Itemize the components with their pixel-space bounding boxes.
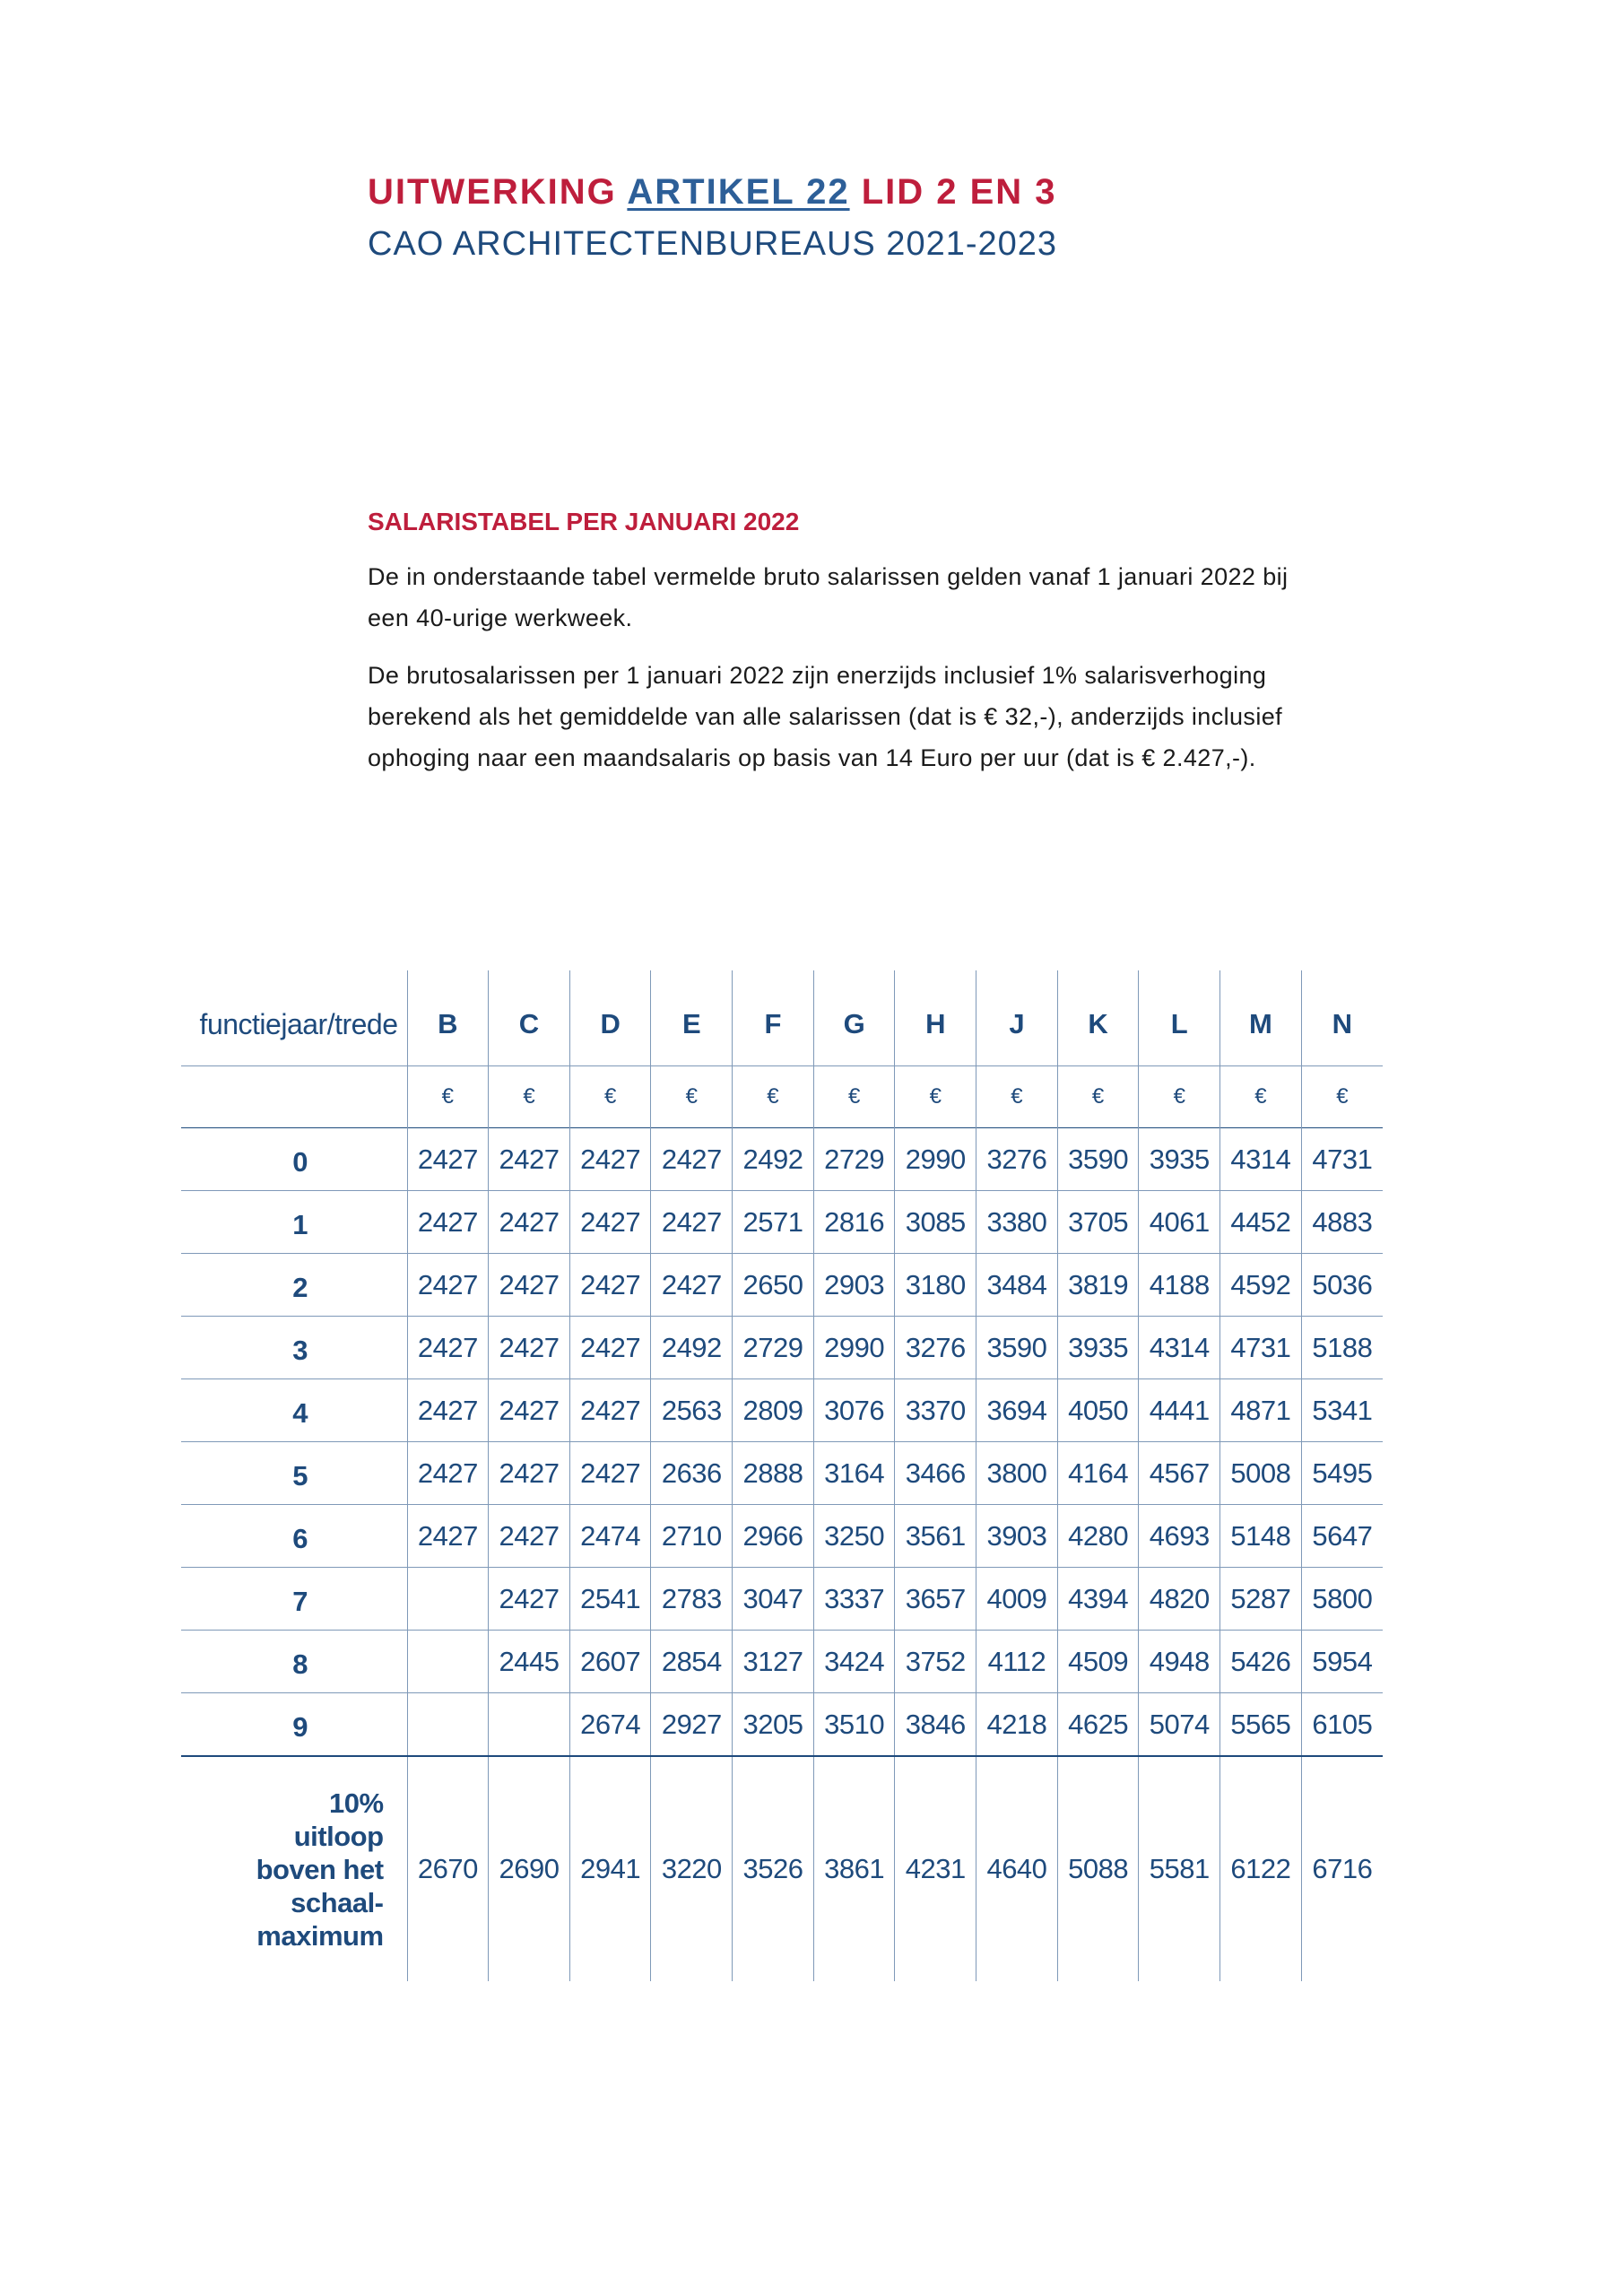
salary-cell: 3205: [733, 1693, 814, 1757]
salary-cell: 5008: [1220, 1442, 1302, 1505]
salary-cell: 2492: [651, 1317, 733, 1379]
salary-cell: 3085: [895, 1191, 976, 1254]
salary-cell: 2816: [813, 1191, 895, 1254]
max-label-line: maximum: [256, 1919, 384, 1952]
salary-cell: 4280: [1057, 1505, 1139, 1568]
grade-column-header: G: [813, 970, 895, 1066]
salary-cell: [407, 1693, 489, 1757]
salary-cell: 3276: [976, 1128, 1058, 1191]
table-row: [181, 1191, 1383, 1254]
salary-cell: 2927: [651, 1693, 733, 1757]
salary-cell: 2427: [489, 1254, 570, 1317]
currency-cell: €: [489, 1066, 570, 1128]
salary-cell: 5495: [1301, 1442, 1383, 1505]
salary-cell: 3800: [976, 1442, 1058, 1505]
salary-cell: 3846: [895, 1693, 976, 1757]
salary-cell: 3590: [1057, 1128, 1139, 1191]
salary-cell: 2427: [489, 1442, 570, 1505]
salary-cell: 2990: [813, 1317, 895, 1379]
salary-cell: 2427: [651, 1128, 733, 1191]
currency-cell: €: [1220, 1066, 1302, 1128]
grade-column-header: J: [976, 970, 1058, 1066]
salary-cell: 4314: [1139, 1317, 1220, 1379]
salary-cell: 5036: [1301, 1254, 1383, 1317]
salary-section: [368, 504, 1363, 795]
salary-cell: 2607: [569, 1631, 651, 1693]
salary-cell: 2427: [569, 1191, 651, 1254]
salary-cell: 2636: [651, 1442, 733, 1505]
row-label: 1: [181, 1191, 407, 1254]
salary-table: [181, 970, 1383, 1981]
title-part-1: UITWERKING: [368, 172, 628, 212]
grade-column-header: K: [1057, 970, 1139, 1066]
salary-cell: 2427: [489, 1505, 570, 1568]
salary-cell: 4883: [1301, 1191, 1383, 1254]
salary-cell: 5647: [1301, 1505, 1383, 1568]
salary-cell: 2966: [733, 1505, 814, 1568]
currency-row: [181, 1066, 1383, 1128]
salary-cell: 5341: [1301, 1379, 1383, 1442]
salary-cell: 2445: [489, 1631, 570, 1693]
salary-cell: 5565: [1220, 1693, 1302, 1757]
salary-cell: 2474: [569, 1505, 651, 1568]
grade-column-header: E: [651, 970, 733, 1066]
salary-cell: 3250: [813, 1505, 895, 1568]
salary-cell: [407, 1568, 489, 1631]
row-label: 4: [181, 1379, 407, 1442]
currency-cell: €: [813, 1066, 895, 1128]
max-label-line: 10%: [328, 1787, 384, 1819]
page-title: [368, 169, 1057, 215]
salary-cell: 2427: [569, 1254, 651, 1317]
salary-cell: 3590: [976, 1317, 1058, 1379]
salary-cell: 3370: [895, 1379, 976, 1442]
salary-cell: 4567: [1139, 1442, 1220, 1505]
currency-cell: €: [407, 1066, 489, 1128]
grade-column-header: H: [895, 970, 976, 1066]
table-row: [181, 1254, 1383, 1317]
para-line: ophoging naar een maandsalaris op basis van 14 Euro per uur (dat is € 2.427,-).: [368, 744, 1256, 771]
max-salary-cell: 5581: [1139, 1756, 1220, 1981]
salary-cell: 4820: [1139, 1568, 1220, 1631]
section-heading: SALARISTABEL PER JANUARI 2022: [368, 508, 800, 535]
salary-cell: 2427: [489, 1128, 570, 1191]
salary-cell: 4592: [1220, 1254, 1302, 1317]
salary-cell: 3337: [813, 1568, 895, 1631]
salary-cell: 5148: [1220, 1505, 1302, 1568]
currency-cell: €: [895, 1066, 976, 1128]
row-label: 8: [181, 1631, 407, 1693]
salary-cell: 2427: [407, 1191, 489, 1254]
salary-cell: 4112: [976, 1631, 1058, 1693]
salary-cell: 3164: [813, 1442, 895, 1505]
salary-cell: 2427: [569, 1317, 651, 1379]
max-label-line: schaal-: [291, 1886, 384, 1918]
salary-cell: 4452: [1220, 1191, 1302, 1254]
salary-cell: 4509: [1057, 1631, 1139, 1693]
salary-cell: 5287: [1220, 1568, 1302, 1631]
salary-cell: 2729: [733, 1317, 814, 1379]
salary-cell: 4693: [1139, 1505, 1220, 1568]
table-row: [181, 1631, 1383, 1693]
max-salary-cell: 3526: [733, 1756, 814, 1981]
table-row: [181, 1442, 1383, 1505]
currency-cell: €: [569, 1066, 651, 1128]
salary-cell: [407, 1631, 489, 1693]
salary-cell: 2427: [407, 1379, 489, 1442]
salary-cell: 5800: [1301, 1568, 1383, 1631]
article-link[interactable]: ARTIKEL 22: [627, 172, 850, 212]
salary-cell: 3561: [895, 1505, 976, 1568]
salary-cell: 4009: [976, 1568, 1058, 1631]
salary-cell: 4188: [1139, 1254, 1220, 1317]
table-body: [181, 1128, 1383, 1982]
salary-cell: 4164: [1057, 1442, 1139, 1505]
max-salary-cell: 2690: [489, 1756, 570, 1981]
row-label: 6: [181, 1505, 407, 1568]
empty-cell: [181, 1066, 407, 1128]
salary-cell: 3694: [976, 1379, 1058, 1442]
max-row: [181, 1756, 1383, 1981]
currency-cell: €: [651, 1066, 733, 1128]
row-label: 3: [181, 1317, 407, 1379]
salary-cell: 2427: [407, 1505, 489, 1568]
salary-cell: 2729: [813, 1128, 895, 1191]
salary-cell: 3466: [895, 1442, 976, 1505]
salary-cell: 3380: [976, 1191, 1058, 1254]
title-part-2: LID 2 EN 3: [849, 172, 1057, 212]
salary-cell: 2427: [651, 1254, 733, 1317]
row-label: 9: [181, 1693, 407, 1757]
salary-cell: 2427: [489, 1317, 570, 1379]
table-row: [181, 1505, 1383, 1568]
max-salary-cell: 3220: [651, 1756, 733, 1981]
salary-cell: [489, 1693, 570, 1757]
salary-cell: 2427: [489, 1191, 570, 1254]
salary-cell: 2427: [489, 1568, 570, 1631]
max-salary-cell: 3861: [813, 1756, 895, 1981]
para-line: De brutosalarissen per 1 januari 2022 zijn enerzijds inclusief 1% salarisverhoging: [368, 662, 1267, 689]
salary-cell: 4050: [1057, 1379, 1139, 1442]
para-line: een 40-urige werkweek.: [368, 604, 633, 631]
salary-cell: 2427: [407, 1317, 489, 1379]
page-header: [368, 169, 1057, 267]
grade-column-header: L: [1139, 970, 1220, 1066]
salary-cell: 3903: [976, 1505, 1058, 1568]
salary-cell: 4218: [976, 1693, 1058, 1757]
grade-column-header: M: [1220, 970, 1302, 1066]
salary-cell: 2427: [651, 1191, 733, 1254]
row-label: 5: [181, 1442, 407, 1505]
table-row: [181, 1379, 1383, 1442]
salary-cell: 2888: [733, 1442, 814, 1505]
row-label: 0: [181, 1128, 407, 1191]
max-salary-cell: 2670: [407, 1756, 489, 1981]
salary-cell: 2674: [569, 1693, 651, 1757]
salary-cell: 2571: [733, 1191, 814, 1254]
salary-cell: 3935: [1057, 1317, 1139, 1379]
salary-cell: 2427: [569, 1442, 651, 1505]
grade-column-header: C: [489, 970, 570, 1066]
salary-cell: 2541: [569, 1568, 651, 1631]
para-line: berekend als het gemiddelde van alle salarissen (dat is € 32,-), anderzijds inclusief: [368, 703, 1283, 730]
salary-cell: 2427: [489, 1379, 570, 1442]
salary-cell: 2427: [569, 1379, 651, 1442]
currency-cell: €: [976, 1066, 1058, 1128]
intro-paragraph: [368, 556, 1363, 639]
grade-column-header: F: [733, 970, 814, 1066]
salary-cell: 3276: [895, 1317, 976, 1379]
grade-column-header: N: [1301, 970, 1383, 1066]
currency-cell: €: [733, 1066, 814, 1128]
salary-cell: 3752: [895, 1631, 976, 1693]
grade-column-header: B: [407, 970, 489, 1066]
salary-cell: 3510: [813, 1693, 895, 1757]
salary-cell: 5954: [1301, 1631, 1383, 1693]
salary-cell: 3180: [895, 1254, 976, 1317]
grade-header-row: [181, 970, 1383, 1066]
max-salary-cell: 4640: [976, 1756, 1058, 1981]
salary-cell: 4731: [1301, 1128, 1383, 1191]
max-salary-cell: 2941: [569, 1756, 651, 1981]
salary-cell: 4948: [1139, 1631, 1220, 1693]
max-row-label: [181, 1756, 407, 1981]
table-row: [181, 1568, 1383, 1631]
salary-cell: 3705: [1057, 1191, 1139, 1254]
salary-cell: 2783: [651, 1568, 733, 1631]
para-line: De in onderstaande tabel vermelde bruto salarissen gelden vanaf 1 januari 2022 bij: [368, 563, 1289, 590]
salary-cell: 2854: [651, 1631, 733, 1693]
currency-cell: €: [1301, 1066, 1383, 1128]
max-label-line: boven het: [256, 1853, 384, 1885]
max-salary-cell: 6122: [1220, 1756, 1302, 1981]
salary-cell: 2990: [895, 1128, 976, 1191]
salary-cell: 3935: [1139, 1128, 1220, 1191]
salary-cell: 2427: [407, 1128, 489, 1191]
salary-cell: 2650: [733, 1254, 814, 1317]
salary-cell: 3819: [1057, 1254, 1139, 1317]
salary-cell: 3484: [976, 1254, 1058, 1317]
salary-cell: 2492: [733, 1128, 814, 1191]
row-label: 2: [181, 1254, 407, 1317]
explanation-paragraph: [368, 655, 1363, 778]
salary-cell: 4871: [1220, 1379, 1302, 1442]
salary-cell: 5074: [1139, 1693, 1220, 1757]
salary-cell: 2903: [813, 1254, 895, 1317]
salary-cell: 3076: [813, 1379, 895, 1442]
salary-cell: 2563: [651, 1379, 733, 1442]
salary-cell: 2427: [407, 1254, 489, 1317]
salary-cell: 5426: [1220, 1631, 1302, 1693]
row-label: 7: [181, 1568, 407, 1631]
salary-cell: 5188: [1301, 1317, 1383, 1379]
max-salary-cell: 6716: [1301, 1756, 1383, 1981]
salary-cell: 3424: [813, 1631, 895, 1693]
salary-cell: 4625: [1057, 1693, 1139, 1757]
salary-cell: 4731: [1220, 1317, 1302, 1379]
salary-cell: 2809: [733, 1379, 814, 1442]
salary-cell: 3657: [895, 1568, 976, 1631]
corner-label: functiejaar/trede: [199, 1007, 398, 1040]
salary-cell: 6105: [1301, 1693, 1383, 1757]
max-label-line: uitloop: [293, 1820, 384, 1852]
currency-cell: €: [1139, 1066, 1220, 1128]
table-row: [181, 1317, 1383, 1379]
salary-cell: 3047: [733, 1568, 814, 1631]
table-row: [181, 1128, 1383, 1191]
salary-cell: 3127: [733, 1631, 814, 1693]
salary-cell: 2710: [651, 1505, 733, 1568]
salary-cell: 4314: [1220, 1128, 1302, 1191]
max-salary-cell: 5088: [1057, 1756, 1139, 1981]
max-salary-cell: 4231: [895, 1756, 976, 1981]
page-subtitle: CAO ARCHITECTENBUREAUS 2021-2023: [368, 225, 1058, 263]
table-row: [181, 1693, 1383, 1757]
salary-cell: 2427: [407, 1442, 489, 1505]
currency-cell: €: [1057, 1066, 1139, 1128]
salary-cell: 4394: [1057, 1568, 1139, 1631]
salary-cell: 4441: [1139, 1379, 1220, 1442]
salary-cell: 4061: [1139, 1191, 1220, 1254]
salary-cell: 2427: [569, 1128, 651, 1191]
grade-column-header: D: [569, 970, 651, 1066]
